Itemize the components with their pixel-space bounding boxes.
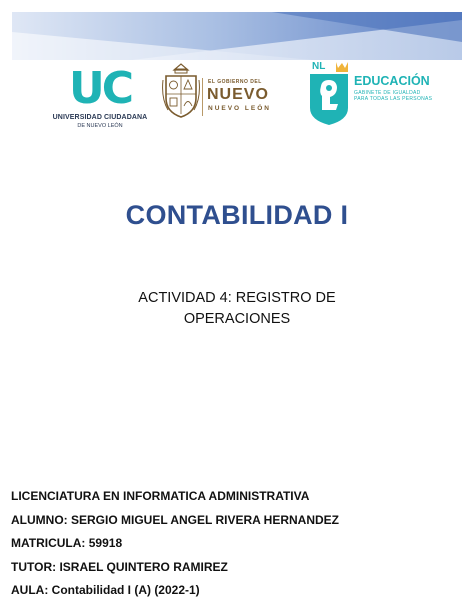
degree-line: LICENCIATURA EN INFORMATICA ADMINISTRATIVA <box>11 489 310 503</box>
logo-divider <box>202 78 203 116</box>
uc-logo-initials: UC <box>68 63 132 114</box>
coat-of-arms-icon <box>162 60 200 120</box>
nl-badge-text: NL <box>312 61 326 72</box>
uc-university-logo <box>50 65 150 147</box>
classroom-line: AULA: Contabilidad I (A) (2022-1) <box>11 583 200 598</box>
nl-education-logo <box>308 60 448 128</box>
student-info-block <box>11 489 471 607</box>
government-name: NUEVO <box>207 86 269 103</box>
uc-logo-location: DE NUEVO LEÓN <box>77 123 123 129</box>
uc-logo-name: UNIVERSIDAD CIUDADANA <box>52 114 148 121</box>
activity-line-1: ACTIVIDAD 4: REGISTRO DE <box>138 290 336 306</box>
government-label: EL GOBIERNO DEL <box>208 79 262 85</box>
tutor-line: TUTOR: ISRAEL QUINTERO RAMIREZ <box>11 559 228 574</box>
education-subtitle-line2: PARA TODAS LAS PERSONAS <box>354 96 433 102</box>
nuevo-leon-government-logo <box>162 60 292 122</box>
education-subtitle-line1: GABINETE DE IGUALDAD <box>354 90 421 96</box>
government-state: NUEVO LEÓN <box>208 105 271 112</box>
education-title: EDUCACIÓN <box>354 74 430 88</box>
activity-line-2: OPERACIONES <box>183 311 291 327</box>
header-banner <box>12 12 462 60</box>
student-line: ALUMNO: SERGIO MIGUEL ANGEL RIVERA HERNANDEZ <box>11 512 340 527</box>
enrollment-line: MATRICULA: 59918 <box>11 536 123 551</box>
activity-title <box>0 288 474 330</box>
course-title: CONTABILIDAD I <box>125 200 349 230</box>
